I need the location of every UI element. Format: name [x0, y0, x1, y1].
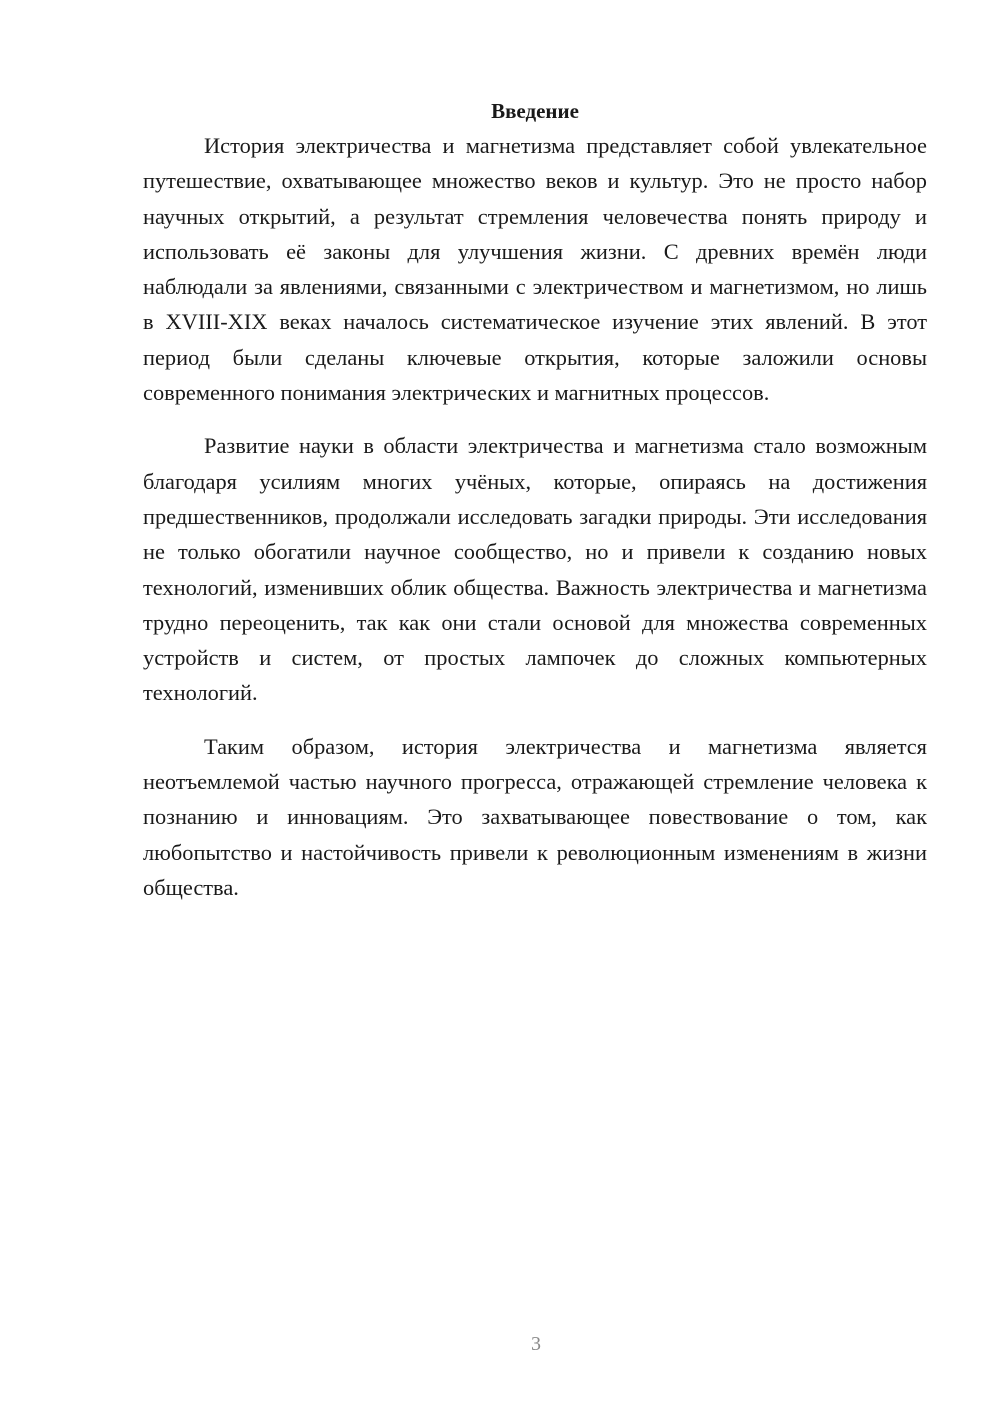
section-heading: Введение — [491, 99, 579, 123]
paragraph-2: Развитие науки в области электричества и магнетизма стало возможным благодаря усилиям многих учёных, которые, опираясь на достижения предшественников, продолжали исследовать загадки природы. Эти исследования не только обогатили научное сообщество, но и привели к созданию новых технологий, изменивших облик общества. Важность электричества и магнетизма трудно переоценить, так как они стали основой для множества современных устройств и систем, от простых лампочек до сложных компьютерных технологий. — [143, 433, 927, 706]
page-content — [143, 96, 927, 923]
paragraph-1: История электричества и магнетизма представляет собой увлекательное путешествие, охватывающее множество веков и культур. Это не просто набор научных открытий, а результат стремления человечества понять природу и использовать её законы для улучшения жизни. С древних времён люди наблюдали за явлениями, связанными с электричеством и магнетизмом, но лишь в XVIII-XIX веках началось систематическое изучение этих явлений. В этот период были сделаны ключевые открытия, которые заложили основы современного понимания электрических и магнитных процессов. — [143, 133, 927, 406]
page-number: 3 — [531, 1333, 541, 1355]
paragraph-3: Таким образом, история электричества и магнетизма является неотъемлемой частью научного прогресса, отражающей стремление человека к познанию и инновациям. Это захватывающее повествование о том, как любопытство и настойчивость привели к революционным изменениям в жизни общества. — [143, 733, 927, 900]
